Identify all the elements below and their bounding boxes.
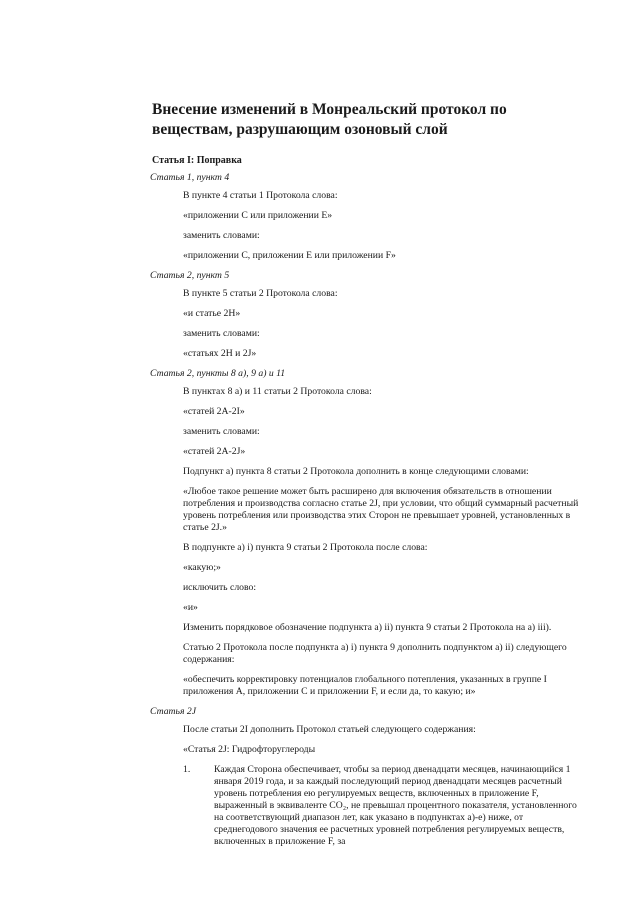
subheading: Статья 2, пункты 8 а), 9 а) и 11 xyxy=(150,368,286,379)
quoted-paragraph: «Любое такое решение может быть расширено для включения обязательств в отношении потребления и производства согласно статье 2J, при условии, что общий суммарный расчетный уровень потребления или производства этих Сторон не превышает уровней, установленных в статье 2J.» xyxy=(183,486,579,533)
paragraph: В подпункте а) i) пункта 9 статьи 2 Протокола после слова: xyxy=(183,542,428,553)
document-title: Внесение изменений в Монреальский протокол по веществам, разрушающим озоновый слой xyxy=(152,101,507,138)
subheading: Статья 1, пункт 4 xyxy=(150,172,230,183)
paragraph: «приложении С или приложении Е» xyxy=(183,210,333,221)
paragraph: заменить словами: xyxy=(183,230,260,241)
item-number: 1. xyxy=(183,764,191,775)
paragraph: Подпункт а) пункта 8 статьи 2 Протокола дополнить в конце следующими словами: xyxy=(183,466,529,477)
document-body xyxy=(150,172,579,848)
paragraph: После статьи 2I дополнить Протокол статьей следующего содержания: xyxy=(183,724,476,735)
subheading: Статья 2, пункт 5 xyxy=(150,270,230,281)
paragraph: «какую;» xyxy=(183,562,221,573)
numbered-item xyxy=(183,764,577,848)
paragraph: «статей 2А-2J» xyxy=(183,446,246,457)
paragraph: «и статье 2Н» xyxy=(183,308,241,319)
paragraph: В пункте 4 статьи 1 Протокола слова: xyxy=(183,190,338,201)
paragraph: «и» xyxy=(183,602,198,613)
section-heading: Статья I: Поправка xyxy=(152,155,242,166)
paragraph: «статьях 2Н и 2J» xyxy=(183,348,257,359)
paragraph: «статей 2А-2I» xyxy=(183,406,245,417)
paragraph: Статью 2 Протокола после подпункта а) i) пункта 9 дополнить подпунктом а) ii) следующего содержания: xyxy=(183,642,567,665)
paragraph: В пункте 5 статьи 2 Протокола слова: xyxy=(183,288,338,299)
quoted-paragraph: «обеспечить корректировку потенциалов глобального потепления, указанных в группе I приложения А, приложении С и приложении F, и если да, то какую; и» xyxy=(183,674,547,697)
item-text: Каждая Сторона обеспечивает, чтобы за период двенадцати месяцев, начинающийся 1 января 2019 года, и за каждый последующий период двенадцати месяцев расчетный уровень потребления ею регулируемых веществ, включенных в приложение F, выраженный в эквиваленте СО₂, не превышал процентного показателя, установленного на соответствующий диапазон лет, как указано в подпунктах а)-е) ниже, от среднегодового значения ее расчетных уровней потребления регулируемых веществ, включенных в приложение F, за xyxy=(214,764,577,847)
paragraph: В пунктах 8 а) и 11 статьи 2 Протокола слова: xyxy=(183,386,372,397)
subheading: Статья 2J xyxy=(150,706,197,717)
paragraph: «Статья 2J: Гидрофторуглероды xyxy=(183,744,316,755)
paragraph: заменить словами: xyxy=(183,426,260,437)
paragraph: заменить словами: xyxy=(183,328,260,339)
paragraph: исключить слово: xyxy=(183,582,257,593)
paragraph: Изменить порядковое обозначение подпункта а) ii) пункта 9 статьи 2 Протокола на а) iii). xyxy=(183,622,552,633)
paragraph: «приложении С, приложении Е или приложении F» xyxy=(183,250,396,261)
